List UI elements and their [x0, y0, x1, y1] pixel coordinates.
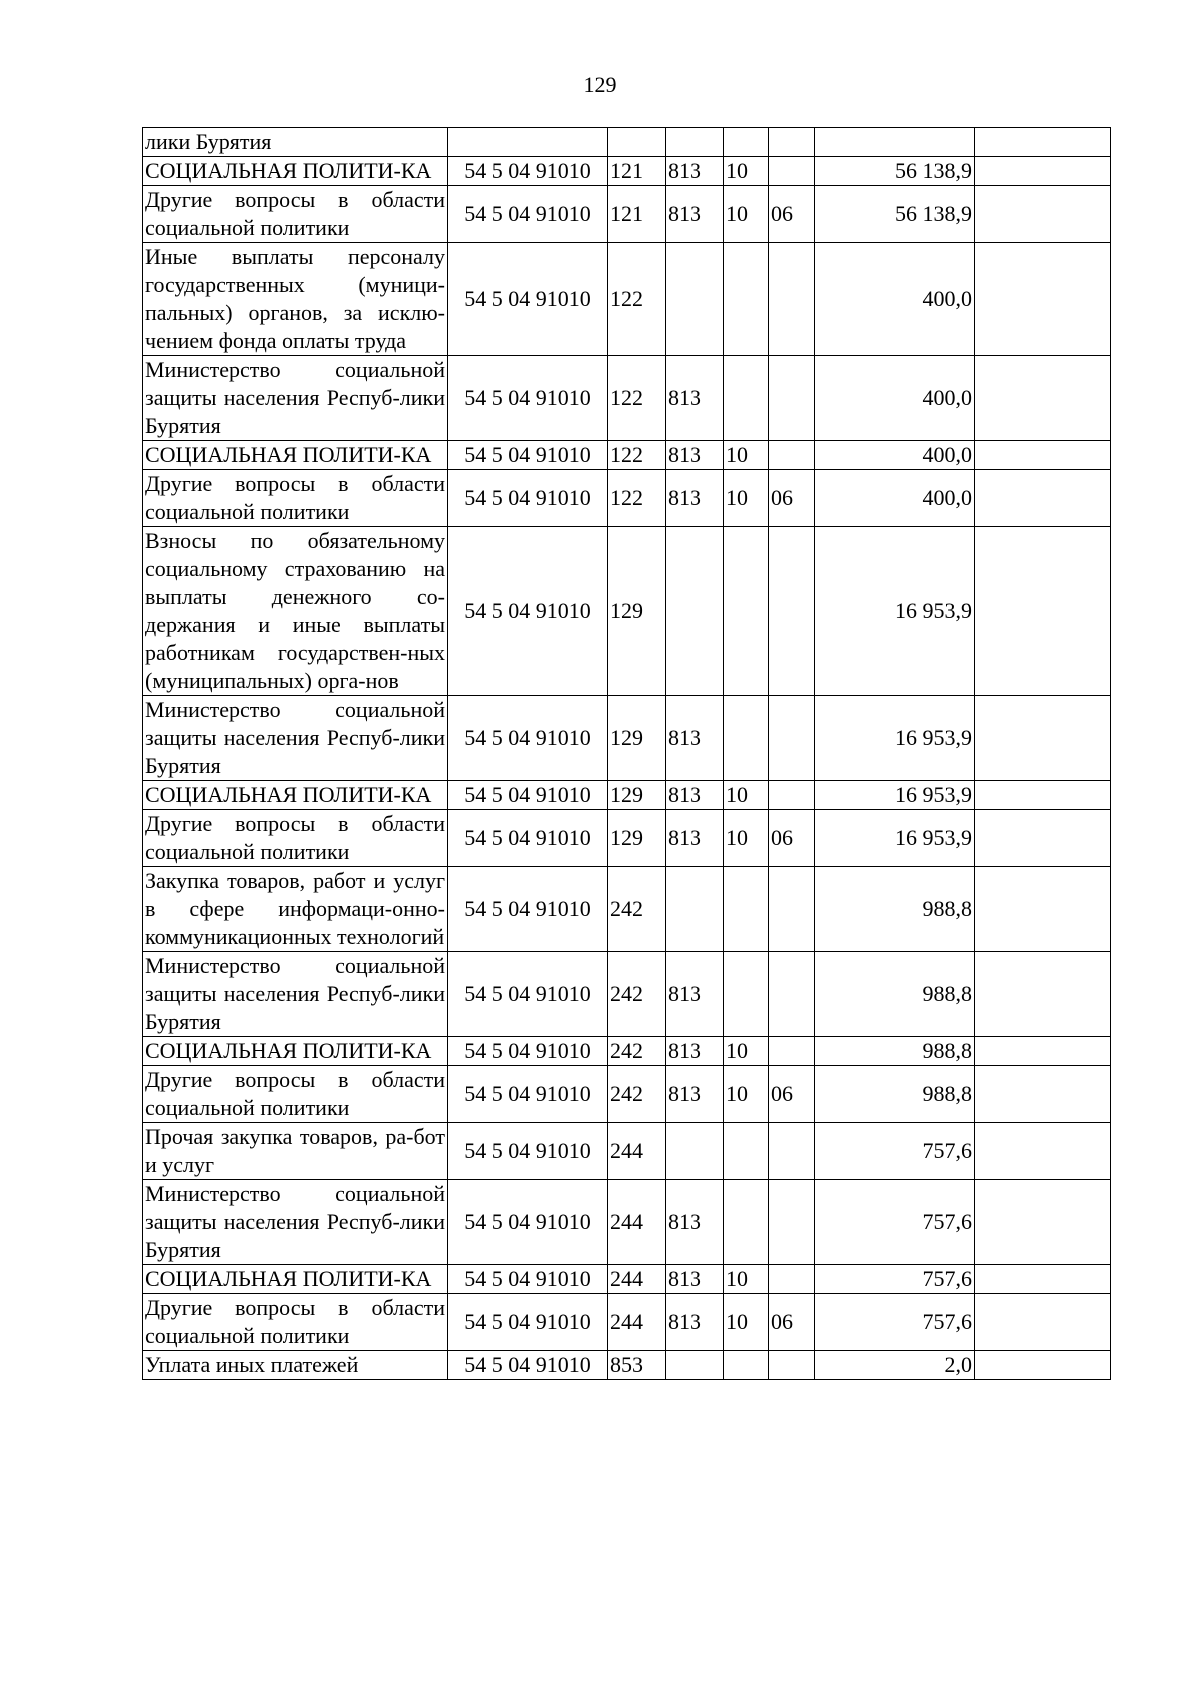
expense-type-cell: 244 [608, 1180, 666, 1265]
expense-type-cell: 242 [608, 867, 666, 952]
target-article-code-cell: 54 5 04 91010 [448, 470, 608, 527]
row-name-cell: СОЦИАЛЬНАЯ ПОЛИТИ-КА [143, 781, 448, 810]
target-article-code-cell: 54 5 04 91010 [448, 243, 608, 356]
subsection-code-cell: 06 [769, 186, 815, 243]
budget-table-body [143, 128, 1111, 1380]
expense-type-cell: 129 [608, 781, 666, 810]
section-code-cell: 10 [724, 810, 769, 867]
table-row [143, 867, 1111, 952]
target-article-code-cell [448, 128, 608, 157]
target-article-code-cell: 54 5 04 91010 [448, 1351, 608, 1380]
section-code-cell [724, 243, 769, 356]
expense-type-cell: 244 [608, 1294, 666, 1351]
table-row [143, 470, 1111, 527]
administrator-code-cell: 813 [666, 157, 724, 186]
administrator-code-cell: 813 [666, 1294, 724, 1351]
section-code-cell [724, 356, 769, 441]
administrator-code-cell [666, 1123, 724, 1180]
subsection-code-cell [769, 696, 815, 781]
amount-cell: 757,6 [815, 1123, 975, 1180]
empty-extra-cell [975, 470, 1111, 527]
row-name-cell: Другие вопросы в области социальной политики [143, 186, 448, 243]
amount-cell: 16 953,9 [815, 527, 975, 696]
administrator-code-cell: 813 [666, 952, 724, 1037]
table-row [143, 810, 1111, 867]
table-row [143, 1037, 1111, 1066]
subsection-code-cell [769, 781, 815, 810]
row-name-cell: СОЦИАЛЬНАЯ ПОЛИТИ-КА [143, 1037, 448, 1066]
target-article-code-cell: 54 5 04 91010 [448, 867, 608, 952]
row-name-cell: Министерство социальной защиты населения Респуб-лики Бурятия [143, 356, 448, 441]
target-article-code-cell: 54 5 04 91010 [448, 157, 608, 186]
amount-cell: 988,8 [815, 1037, 975, 1066]
section-code-cell [724, 1180, 769, 1265]
subsection-code-cell: 06 [769, 1294, 815, 1351]
expense-type-cell: 242 [608, 1037, 666, 1066]
subsection-code-cell [769, 1265, 815, 1294]
amount-cell: 16 953,9 [815, 810, 975, 867]
expense-type-cell [608, 128, 666, 157]
page-number: 129 [583, 72, 617, 97]
target-article-code-cell: 54 5 04 91010 [448, 952, 608, 1037]
target-article-code-cell: 54 5 04 91010 [448, 527, 608, 696]
empty-extra-cell [975, 1294, 1111, 1351]
administrator-code-cell: 813 [666, 186, 724, 243]
empty-extra-cell [975, 441, 1111, 470]
expense-type-cell: 129 [608, 810, 666, 867]
subsection-code-cell [769, 157, 815, 186]
table-row [143, 243, 1111, 356]
empty-extra-cell [975, 1351, 1111, 1380]
amount-cell: 400,0 [815, 470, 975, 527]
expense-type-cell: 121 [608, 157, 666, 186]
empty-extra-cell [975, 781, 1111, 810]
amount-cell: 757,6 [815, 1180, 975, 1265]
empty-extra-cell [975, 186, 1111, 243]
amount-cell: 988,8 [815, 952, 975, 1037]
expense-type-cell: 121 [608, 186, 666, 243]
subsection-code-cell [769, 867, 815, 952]
row-name-cell: СОЦИАЛЬНАЯ ПОЛИТИ-КА [143, 441, 448, 470]
administrator-code-cell [666, 867, 724, 952]
amount-cell: 757,6 [815, 1294, 975, 1351]
expense-type-cell: 242 [608, 952, 666, 1037]
subsection-code-cell [769, 356, 815, 441]
empty-extra-cell [975, 527, 1111, 696]
subsection-code-cell [769, 243, 815, 356]
empty-extra-cell [975, 810, 1111, 867]
amount-cell: 400,0 [815, 243, 975, 356]
empty-extra-cell [975, 1037, 1111, 1066]
section-code-cell: 10 [724, 441, 769, 470]
amount-cell: 16 953,9 [815, 696, 975, 781]
row-name-cell: Другие вопросы в области социальной политики [143, 1066, 448, 1123]
target-article-code-cell: 54 5 04 91010 [448, 1066, 608, 1123]
administrator-code-cell [666, 1351, 724, 1380]
empty-extra-cell [975, 1180, 1111, 1265]
amount-cell: 56 138,9 [815, 157, 975, 186]
budget-table [142, 127, 1111, 1380]
administrator-code-cell [666, 527, 724, 696]
table-row [143, 1351, 1111, 1380]
section-code-cell [724, 1123, 769, 1180]
row-name-cell: Прочая закупка товаров, ра-бот и услуг [143, 1123, 448, 1180]
administrator-code-cell [666, 243, 724, 356]
section-code-cell: 10 [724, 781, 769, 810]
section-code-cell: 10 [724, 157, 769, 186]
table-row [143, 128, 1111, 157]
amount-cell: 16 953,9 [815, 781, 975, 810]
target-article-code-cell: 54 5 04 91010 [448, 810, 608, 867]
table-row [143, 1123, 1111, 1180]
table-row [143, 1180, 1111, 1265]
section-code-cell [724, 1351, 769, 1380]
table-row [143, 186, 1111, 243]
table-row [143, 952, 1111, 1037]
expense-type-cell: 122 [608, 441, 666, 470]
expense-type-cell: 244 [608, 1123, 666, 1180]
subsection-code-cell [769, 1180, 815, 1265]
amount-cell: 757,6 [815, 1265, 975, 1294]
row-name-cell: Другие вопросы в области социальной политики [143, 1294, 448, 1351]
expense-type-cell: 122 [608, 470, 666, 527]
table-row [143, 781, 1111, 810]
empty-extra-cell [975, 243, 1111, 356]
subsection-code-cell [769, 952, 815, 1037]
table-row [143, 157, 1111, 186]
administrator-code-cell: 813 [666, 1180, 724, 1265]
amount-cell: 400,0 [815, 441, 975, 470]
target-article-code-cell: 54 5 04 91010 [448, 441, 608, 470]
empty-extra-cell [975, 356, 1111, 441]
expense-type-cell: 853 [608, 1351, 666, 1380]
row-name-cell: Взносы по обязательному социальному страхованию на выплаты денежного со-держания и иные выплаты работникам государствен-ных (муниципальных) орга-нов [143, 527, 448, 696]
administrator-code-cell: 813 [666, 810, 724, 867]
administrator-code-cell [666, 128, 724, 157]
row-name-cell: Другие вопросы в области социальной политики [143, 810, 448, 867]
expense-type-cell: 122 [608, 356, 666, 441]
row-name-cell: лики Бурятия [143, 128, 448, 157]
expense-type-cell: 129 [608, 696, 666, 781]
table-row [143, 1294, 1111, 1351]
empty-extra-cell [975, 952, 1111, 1037]
empty-extra-cell [975, 696, 1111, 781]
row-name-cell: Другие вопросы в области социальной политики [143, 470, 448, 527]
subsection-code-cell [769, 441, 815, 470]
row-name-cell: Министерство социальной защиты населения Респуб-лики Бурятия [143, 1180, 448, 1265]
administrator-code-cell: 813 [666, 356, 724, 441]
empty-extra-cell [975, 867, 1111, 952]
subsection-code-cell [769, 1123, 815, 1180]
section-code-cell: 10 [724, 1265, 769, 1294]
target-article-code-cell: 54 5 04 91010 [448, 356, 608, 441]
subsection-code-cell [769, 1037, 815, 1066]
target-article-code-cell: 54 5 04 91010 [448, 1180, 608, 1265]
amount-cell: 2,0 [815, 1351, 975, 1380]
empty-extra-cell [975, 157, 1111, 186]
section-code-cell [724, 867, 769, 952]
table-row [143, 356, 1111, 441]
table-row [143, 527, 1111, 696]
expense-type-cell: 122 [608, 243, 666, 356]
section-code-cell: 10 [724, 1294, 769, 1351]
row-name-cell: Уплата иных платежей [143, 1351, 448, 1380]
amount-cell: 400,0 [815, 356, 975, 441]
section-code-cell [724, 696, 769, 781]
amount-cell [815, 128, 975, 157]
target-article-code-cell: 54 5 04 91010 [448, 781, 608, 810]
table-row [143, 1265, 1111, 1294]
empty-extra-cell [975, 1066, 1111, 1123]
empty-extra-cell [975, 128, 1111, 157]
section-code-cell [724, 527, 769, 696]
table-row [143, 1066, 1111, 1123]
target-article-code-cell: 54 5 04 91010 [448, 1037, 608, 1066]
row-name-cell: СОЦИАЛЬНАЯ ПОЛИТИ-КА [143, 157, 448, 186]
table-row [143, 441, 1111, 470]
table-row [143, 696, 1111, 781]
section-code-cell: 10 [724, 1066, 769, 1123]
administrator-code-cell: 813 [666, 1037, 724, 1066]
target-article-code-cell: 54 5 04 91010 [448, 1294, 608, 1351]
subsection-code-cell [769, 128, 815, 157]
target-article-code-cell: 54 5 04 91010 [448, 696, 608, 781]
row-name-cell: СОЦИАЛЬНАЯ ПОЛИТИ-КА [143, 1265, 448, 1294]
subsection-code-cell [769, 1351, 815, 1380]
row-name-cell: Иные выплаты персоналу государственных (муници-пальных) органов, за исклю-чением фонда оплаты труда [143, 243, 448, 356]
target-article-code-cell: 54 5 04 91010 [448, 1123, 608, 1180]
amount-cell: 56 138,9 [815, 186, 975, 243]
expense-type-cell: 242 [608, 1066, 666, 1123]
subsection-code-cell: 06 [769, 810, 815, 867]
row-name-cell: Министерство социальной защиты населения Респуб-лики Бурятия [143, 696, 448, 781]
amount-cell: 988,8 [815, 1066, 975, 1123]
row-name-cell: Закупка товаров, работ и услуг в сфере информаци-онно-коммуникационных технологий [143, 867, 448, 952]
administrator-code-cell: 813 [666, 441, 724, 470]
empty-extra-cell [975, 1265, 1111, 1294]
amount-cell: 988,8 [815, 867, 975, 952]
target-article-code-cell: 54 5 04 91010 [448, 186, 608, 243]
administrator-code-cell: 813 [666, 696, 724, 781]
administrator-code-cell: 813 [666, 470, 724, 527]
subsection-code-cell: 06 [769, 470, 815, 527]
subsection-code-cell [769, 527, 815, 696]
administrator-code-cell: 813 [666, 781, 724, 810]
row-name-cell: Министерство социальной защиты населения Респуб-лики Бурятия [143, 952, 448, 1037]
expense-type-cell: 244 [608, 1265, 666, 1294]
section-code-cell: 10 [724, 186, 769, 243]
expense-type-cell: 129 [608, 527, 666, 696]
section-code-cell [724, 952, 769, 1037]
subsection-code-cell: 06 [769, 1066, 815, 1123]
section-code-cell: 10 [724, 470, 769, 527]
administrator-code-cell: 813 [666, 1066, 724, 1123]
section-code-cell [724, 128, 769, 157]
administrator-code-cell: 813 [666, 1265, 724, 1294]
target-article-code-cell: 54 5 04 91010 [448, 1265, 608, 1294]
section-code-cell: 10 [724, 1037, 769, 1066]
empty-extra-cell [975, 1123, 1111, 1180]
